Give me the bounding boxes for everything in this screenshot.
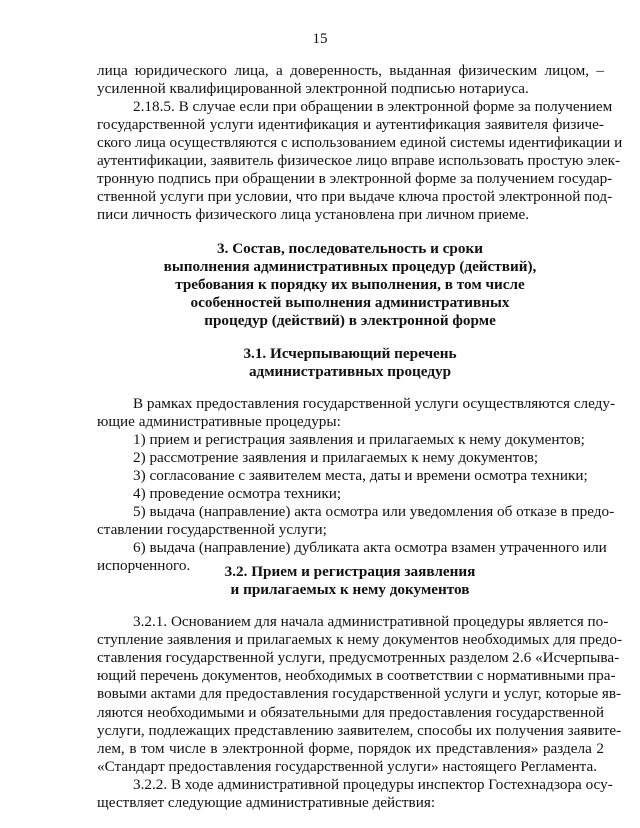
paragraph-line: аутентификации, заявитель физическое лицо вправе использовать простую элек- — [97, 152, 621, 169]
subsection-heading-line: 3.2. Прием и регистрация заявления — [224, 563, 476, 580]
paragraph-line: ставления государственной услуги, предусмотренных разделом 2.6 «Исчерпыва- — [97, 649, 620, 667]
paragraph-line: ющий перечень документов, необходимых в соответствии с нормативными пра- — [97, 667, 616, 685]
paragraph-line: тронную подпись при обращении в электронной форме за получением государ- — [97, 170, 613, 187]
paragraph-line: ляются необходимыми и обязательными для предоставления государственной — [97, 703, 604, 721]
paragraph-line: ступление заявления и прилагаемых к нему документов необходимых для предо- — [97, 631, 623, 649]
paragraph-line: вовыми актами для предоставления государственной услуги и услуг, которые яв- — [97, 685, 622, 703]
paragraph-line: 3.2.2. В ходе административной процедуры инспектор Гостехнадзора осу- — [133, 775, 613, 793]
list-item: 6) выдача (направление) дубликата акта осмотра взамен утраченного или — [133, 539, 607, 556]
section-heading-line: процедур (действий) в электронной форме — [204, 312, 496, 329]
paragraph-line: писи личность физического лица установлена при личном приеме. — [97, 206, 530, 223]
paragraph-line: В рамках предоставления государственной услуги осуществляются следу- — [133, 395, 616, 412]
paragraph-line: ющие административные процедуры: — [97, 413, 341, 430]
section-heading-line: особенностей выполнения административных — [190, 294, 510, 311]
subsection-heading-line: и прилагаемых к нему документов — [230, 581, 470, 598]
page-number: 15 — [312, 31, 328, 47]
list-item: 2) рассмотрение заявления и прилагаемых к нему документов; — [133, 449, 539, 466]
paragraph-line: лица юридического лица, а доверенность, выданная физическим лицом, – — [97, 62, 604, 79]
subsection-heading-line: 3.1. Исчерпывающий перечень — [243, 345, 457, 362]
paragraph-line: «Стандарт предоставления государственной услуги» настоящего Регламента. — [97, 757, 598, 775]
list-item-continuation: ставлении государственной услуги; — [97, 521, 327, 538]
list-item: 1) прием и регистрация заявления и прилагаемых к нему документов; — [133, 431, 585, 448]
list-item: 3) согласование с заявителем места, даты и времени осмотра техники; — [133, 467, 588, 484]
paragraph-line: 3.2.1. Основанием для начала административной процедуры является по- — [133, 613, 609, 630]
paragraph-line: ственной услуги при условии, что при выдаче ключа простой электронной под- — [97, 188, 613, 205]
section-heading-line: выполнения административных процедур (действий), — [163, 258, 537, 275]
paragraph-line: ского лица осуществляются с использованием единой системы идентификации и — [97, 134, 623, 151]
list-item: 5) выдача (направление) акта осмотра или уведомления об отказе в предо- — [133, 503, 615, 520]
paragraph-line: 2.18.5. В случае если при обращении в электронной форме за получением — [133, 98, 613, 115]
subsection-heading-line: административных процедур — [248, 363, 452, 380]
paragraph-line: лем, в том числе в электронной форме, порядок их представления» раздела 2 — [97, 739, 604, 757]
section-heading-line: 3. Состав, последовательность и сроки — [217, 240, 483, 257]
section-heading-line: требования к порядку их выполнения, в том числе — [175, 276, 525, 293]
paragraph-line: государственной услуги идентификация и аутентификация заявителя физиче- — [97, 116, 604, 133]
paragraph-line: усиленной квалифицированной электронной подписью нотариуса. — [97, 80, 529, 97]
list-item-continuation: испорченного. — [97, 557, 191, 574]
list-item: 4) проведение осмотра техники; — [133, 485, 342, 502]
paragraph-line: ществляет следующие административные действия: — [97, 793, 436, 811]
paragraph-line: услуги, подлежащих представлению заявителем, способы их получения заявите- — [97, 721, 622, 739]
